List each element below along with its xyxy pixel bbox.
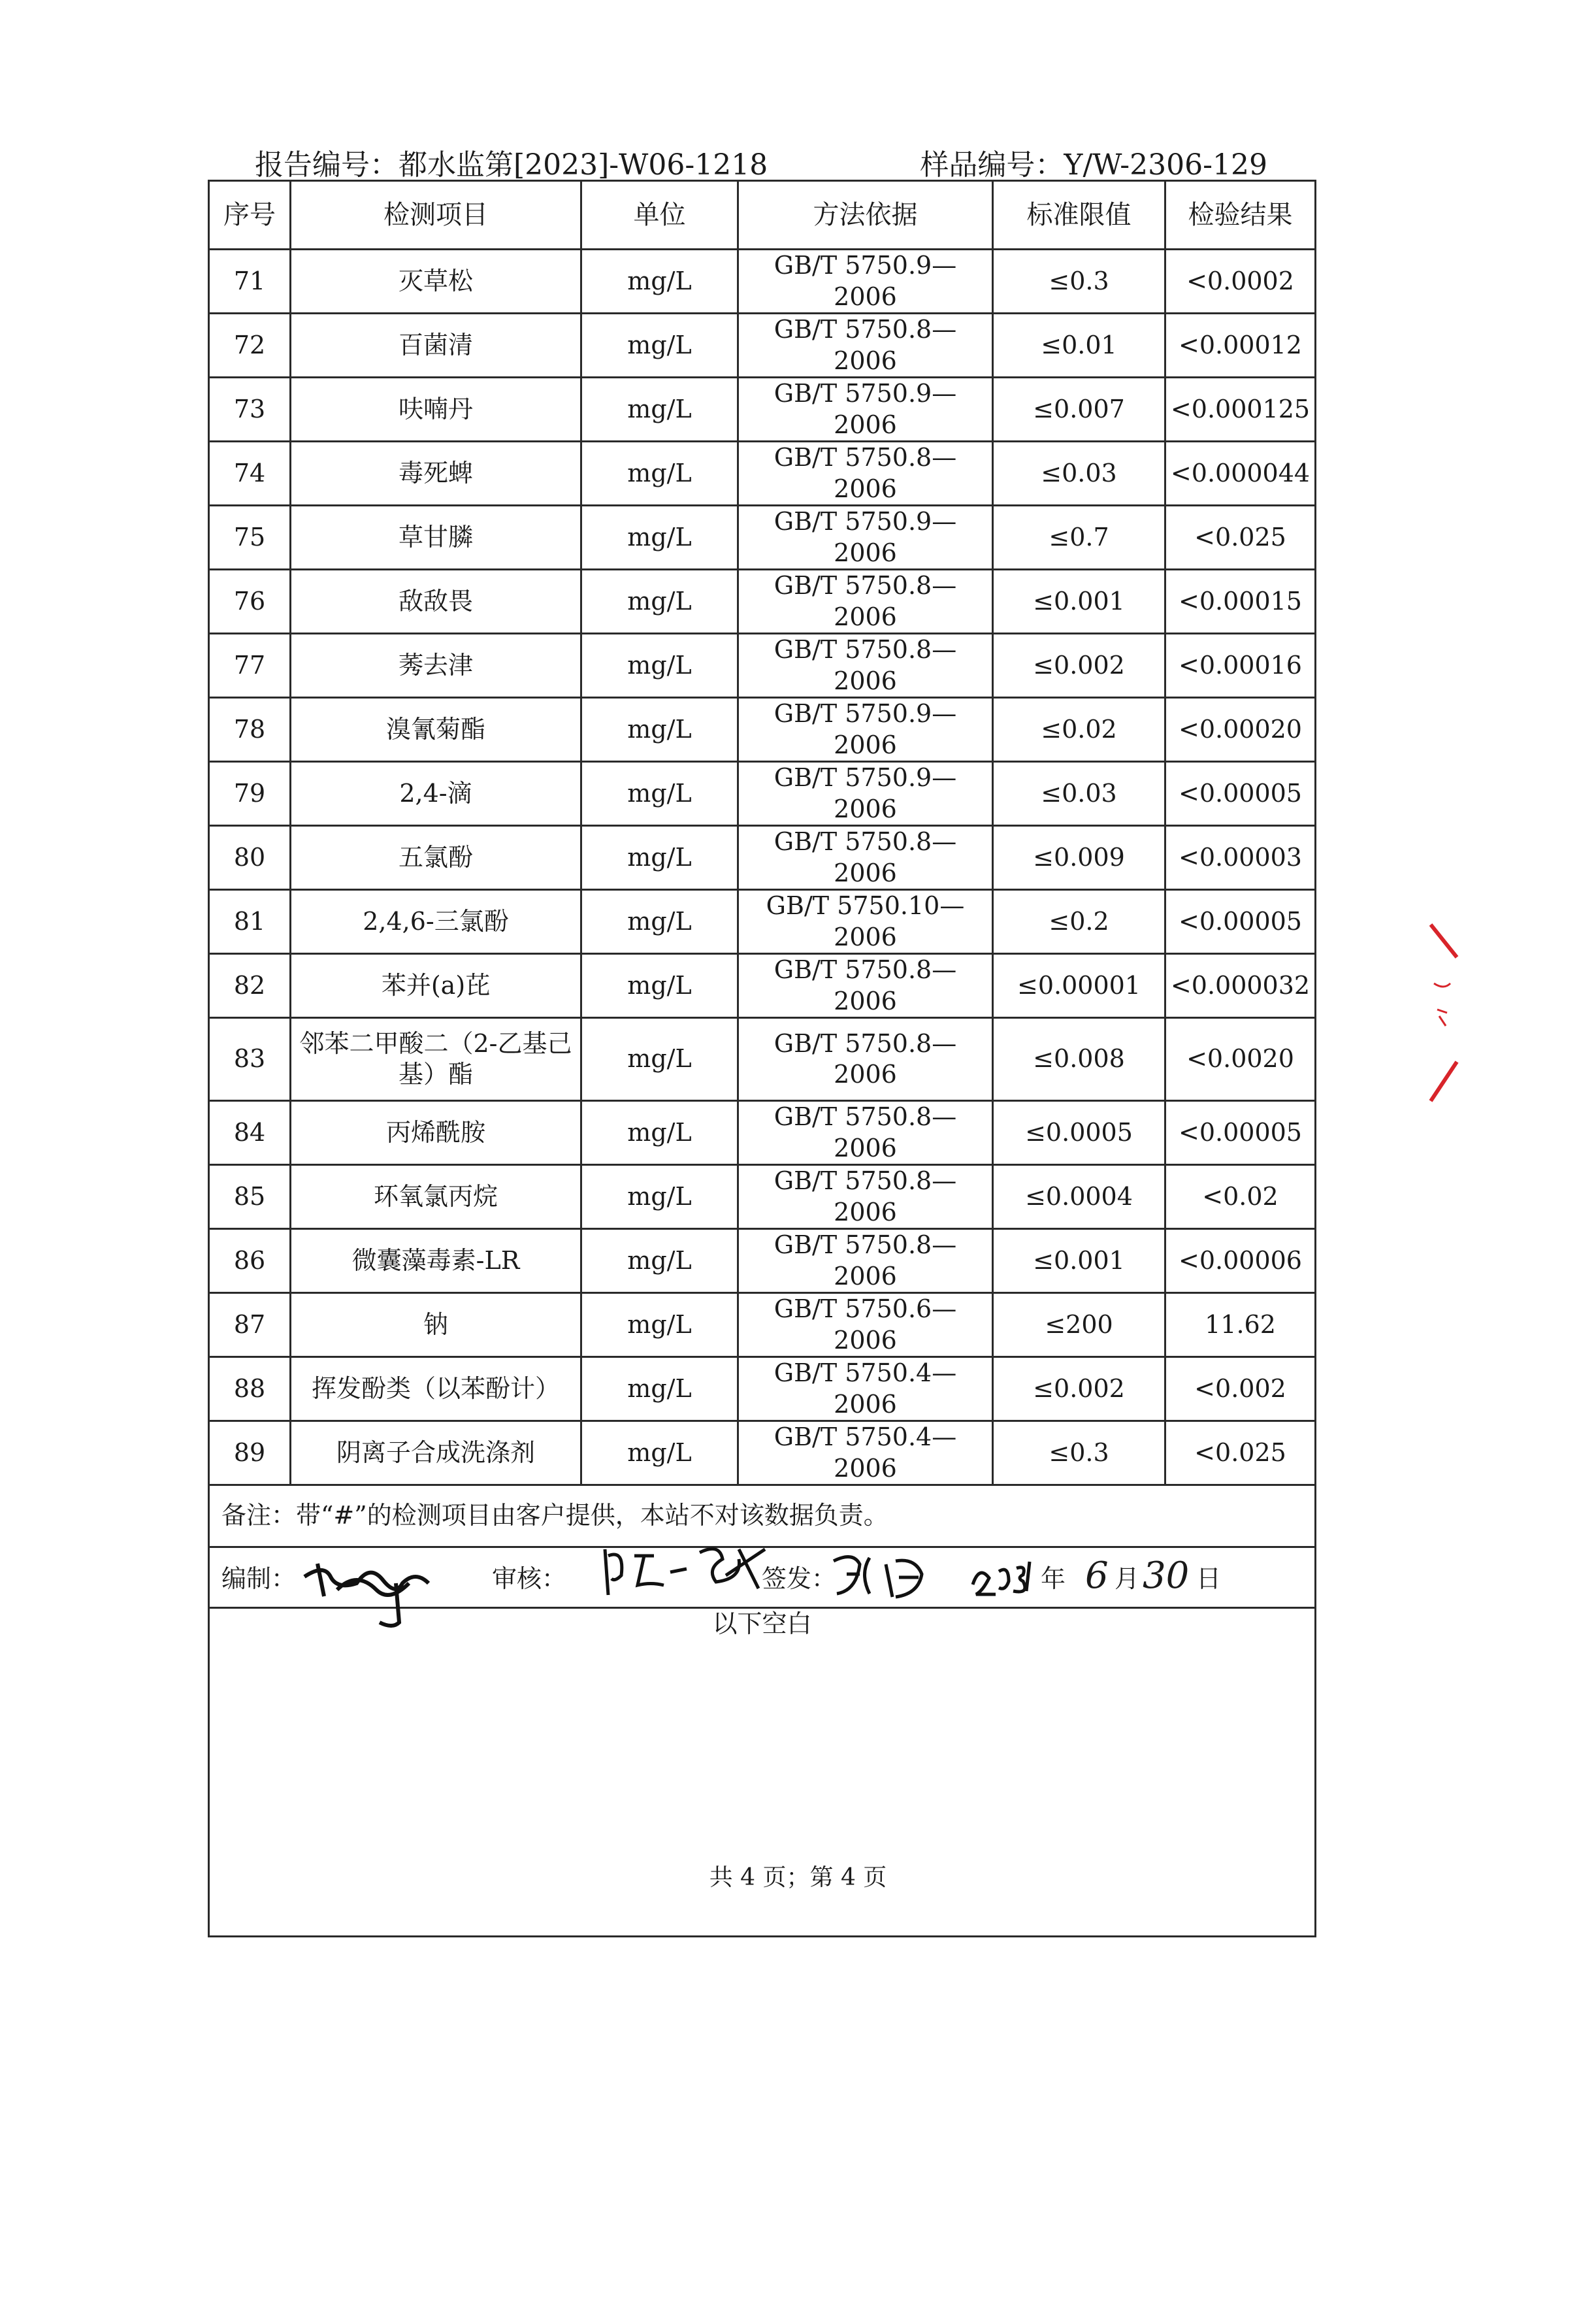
report-header: [255, 131, 1267, 183]
year-label: 年: [1041, 1564, 1066, 1593]
cell-no: 78: [209, 698, 291, 762]
cell-item: 挥发酚类（以苯酚计）: [291, 1357, 581, 1421]
cell-method: GB/T 5750.8—2006: [738, 826, 993, 890]
cell-unit: mg/L: [581, 698, 738, 762]
table-row: [209, 1421, 1316, 1485]
table-row: [209, 826, 1316, 890]
table-row: [209, 442, 1316, 506]
cell-limit: ≤0.02: [993, 698, 1165, 762]
cell-unit: mg/L: [581, 570, 738, 634]
cell-result: <0.00005: [1165, 1101, 1316, 1165]
cell-no: 88: [209, 1357, 291, 1421]
cell-unit: mg/L: [581, 890, 738, 954]
cell-unit: mg/L: [581, 1165, 738, 1229]
compiler-signature: [298, 1551, 448, 1629]
cell-item: 2,4,6-三氯酚: [291, 890, 581, 954]
table-row: [209, 890, 1316, 954]
cell-unit: mg/L: [581, 1421, 738, 1485]
cell-result: 11.62: [1165, 1293, 1316, 1357]
table-row: [209, 250, 1316, 314]
cell-item: 灭草松: [291, 250, 581, 314]
table-row: [209, 1101, 1316, 1165]
page-footer: 共 4 页；第 4 页: [709, 1864, 887, 1891]
cell-unit: mg/L: [581, 1101, 738, 1165]
cell-item: 溴氰菊酯: [291, 698, 581, 762]
cell-method: GB/T 5750.8—2006: [738, 634, 993, 698]
cell-method: GB/T 5750.8—2006: [738, 954, 993, 1018]
cell-limit: ≤0.009: [993, 826, 1165, 890]
month-value: 6: [1085, 1554, 1109, 1597]
cell-no: 73: [209, 378, 291, 442]
cell-method: GB/T 5750.8—2006: [738, 314, 993, 378]
cell-item: 微囊藻毒素-LR: [291, 1229, 581, 1293]
table-row: [209, 1165, 1316, 1229]
cell-limit: ≤0.2: [993, 890, 1165, 954]
cell-method: GB/T 5750.8—2006: [738, 1229, 993, 1293]
cell-unit: mg/L: [581, 378, 738, 442]
cell-no: 87: [209, 1293, 291, 1357]
col-header-result: 检验结果: [1165, 181, 1316, 250]
col-header-item: 检测项目: [291, 181, 581, 250]
cell-result: <0.00005: [1165, 762, 1316, 826]
cell-result: <0.000125: [1165, 378, 1316, 442]
cell-no: 84: [209, 1101, 291, 1165]
cell-method: GB/T 5750.9—2006: [738, 378, 993, 442]
cell-no: 82: [209, 954, 291, 1018]
cell-limit: ≤0.002: [993, 634, 1165, 698]
cell-limit: ≤0.0005: [993, 1101, 1165, 1165]
cell-item: 钠: [291, 1293, 581, 1357]
table-header-row: [209, 181, 1316, 250]
cell-item: 草甘膦: [291, 506, 581, 570]
cell-unit: mg/L: [581, 250, 738, 314]
cell-limit: ≤0.007: [993, 378, 1165, 442]
cell-item: 五氯酚: [291, 826, 581, 890]
review-label: 审核：: [492, 1564, 567, 1593]
table-row: [209, 1293, 1316, 1357]
table-row: [209, 1229, 1316, 1293]
table-row: [209, 1018, 1316, 1101]
cell-no: 89: [209, 1421, 291, 1485]
issue-label: 签发：: [762, 1564, 837, 1593]
cell-item: 苯并(a)芘: [291, 954, 581, 1018]
cell-limit: ≤0.001: [993, 570, 1165, 634]
seal-stamp-fragment: [1427, 912, 1467, 1108]
cell-item: 毒死蜱: [291, 442, 581, 506]
cell-no: 86: [209, 1229, 291, 1293]
cell-limit: ≤0.002: [993, 1357, 1165, 1421]
cell-item: 丙烯酰胺: [291, 1101, 581, 1165]
cell-method: GB/T 5750.8—2006: [738, 1165, 993, 1229]
col-header-method: 方法依据: [738, 181, 993, 250]
cell-result: <0.00016: [1165, 634, 1316, 698]
col-header-limit: 标准限值: [993, 181, 1165, 250]
table-row: [209, 570, 1316, 634]
cell-method: GB/T 5750.8—2006: [738, 442, 993, 506]
report-number: 报告编号：都水监第[2023]-W06-1218: [255, 148, 768, 182]
cell-result: <0.00012: [1165, 314, 1316, 378]
cell-result: <0.000032: [1165, 954, 1316, 1018]
cell-no: 76: [209, 570, 291, 634]
cell-unit: mg/L: [581, 762, 738, 826]
compile-label: 编制：: [221, 1564, 297, 1593]
test-results-table: [208, 180, 1316, 1937]
cell-item: 呋喃丹: [291, 378, 581, 442]
cell-limit: ≤0.03: [993, 442, 1165, 506]
cell-limit: ≤0.001: [993, 1229, 1165, 1293]
signature-cell: [209, 1547, 1316, 1608]
cell-result: <0.00005: [1165, 890, 1316, 954]
cell-unit: mg/L: [581, 442, 738, 506]
issuer-signature: [824, 1548, 935, 1607]
cell-method: GB/T 5750.9—2006: [738, 762, 993, 826]
signature-line: [210, 1548, 1314, 1607]
table-body: [209, 250, 1316, 1937]
cell-unit: mg/L: [581, 1018, 738, 1101]
cell-item: 2,4-滴: [291, 762, 581, 826]
month-label: 月: [1115, 1564, 1140, 1593]
cell-item: 百菌清: [291, 314, 581, 378]
table-row: [209, 1357, 1316, 1421]
cell-result: <0.0002: [1165, 250, 1316, 314]
sample-number: 样品编号：Y/W-2306-129: [920, 148, 1267, 182]
cell-limit: ≤0.7: [993, 506, 1165, 570]
cell-method: GB/T 5750.9—2006: [738, 250, 993, 314]
cell-limit: ≤0.008: [993, 1018, 1165, 1101]
cell-method: GB/T 5750.10—2006: [738, 890, 993, 954]
cell-limit: ≤0.0004: [993, 1165, 1165, 1229]
day-label: 日: [1196, 1564, 1222, 1593]
cell-unit: mg/L: [581, 1357, 738, 1421]
cell-no: 74: [209, 442, 291, 506]
cell-unit: mg/L: [581, 1229, 738, 1293]
cell-method: GB/T 5750.9—2006: [738, 698, 993, 762]
cell-no: 72: [209, 314, 291, 378]
cell-method: GB/T 5750.9—2006: [738, 506, 993, 570]
cell-item: 敌敌畏: [291, 570, 581, 634]
cell-result: <0.00003: [1165, 826, 1316, 890]
table-row: [209, 378, 1316, 442]
cell-no: 75: [209, 506, 291, 570]
signature-row: [209, 1547, 1316, 1608]
cell-no: 71: [209, 250, 291, 314]
cell-result: <0.00020: [1165, 698, 1316, 762]
cell-no: 79: [209, 762, 291, 826]
cell-unit: mg/L: [581, 314, 738, 378]
table-row: [209, 634, 1316, 698]
cell-result: <0.0020: [1165, 1018, 1316, 1101]
cell-method: GB/T 5750.4—2006: [738, 1421, 993, 1485]
cell-no: 80: [209, 826, 291, 890]
blank-note: 以下空白: [712, 1609, 812, 1638]
cell-result: <0.02: [1165, 1165, 1316, 1229]
cell-limit: ≤0.00001: [993, 954, 1165, 1018]
handwritten-year: [968, 1552, 1039, 1598]
cell-limit: ≤0.01: [993, 314, 1165, 378]
cell-item: 邻苯二甲酸二（2-乙基己基）酯: [291, 1018, 581, 1101]
table-row: [209, 314, 1316, 378]
cell-unit: mg/L: [581, 954, 738, 1018]
cell-result: <0.00015: [1165, 570, 1316, 634]
cell-result: <0.025: [1165, 506, 1316, 570]
cell-no: 81: [209, 890, 291, 954]
cell-no: 77: [209, 634, 291, 698]
cell-method: GB/T 5750.8—2006: [738, 570, 993, 634]
cell-limit: ≤200: [993, 1293, 1165, 1357]
cell-unit: mg/L: [581, 506, 738, 570]
cell-result: <0.002: [1165, 1357, 1316, 1421]
cell-method: GB/T 5750.4—2006: [738, 1357, 993, 1421]
cell-item: 莠去津: [291, 634, 581, 698]
cell-unit: mg/L: [581, 634, 738, 698]
cell-unit: mg/L: [581, 1293, 738, 1357]
table-row: [209, 698, 1316, 762]
cell-unit: mg/L: [581, 826, 738, 890]
table-row: [209, 954, 1316, 1018]
remark-text: 备注：带“#”的检测项目由客户提供，本站不对该数据负责。: [209, 1485, 1316, 1547]
table-row: [209, 506, 1316, 570]
cell-result: <0.00006: [1165, 1229, 1316, 1293]
cell-result: <0.000044: [1165, 442, 1316, 506]
cell-method: GB/T 5750.6—2006: [738, 1293, 993, 1357]
cell-method: GB/T 5750.8—2006: [738, 1101, 993, 1165]
col-header-no: 序号: [209, 181, 291, 250]
cell-limit: ≤0.3: [993, 250, 1165, 314]
cell-item: 环氧氯丙烷: [291, 1165, 581, 1229]
cell-method: GB/T 5750.8—2006: [738, 1018, 993, 1101]
day-value: 30: [1143, 1554, 1190, 1597]
cell-limit: ≤0.3: [993, 1421, 1165, 1485]
col-header-unit: 单位: [581, 181, 738, 250]
cell-no: 83: [209, 1018, 291, 1101]
table-row: [209, 762, 1316, 826]
cell-limit: ≤0.03: [993, 762, 1165, 826]
cell-no: 85: [209, 1165, 291, 1229]
cell-result: <0.025: [1165, 1421, 1316, 1485]
cell-item: 阴离子合成洗涤剂: [291, 1421, 581, 1485]
